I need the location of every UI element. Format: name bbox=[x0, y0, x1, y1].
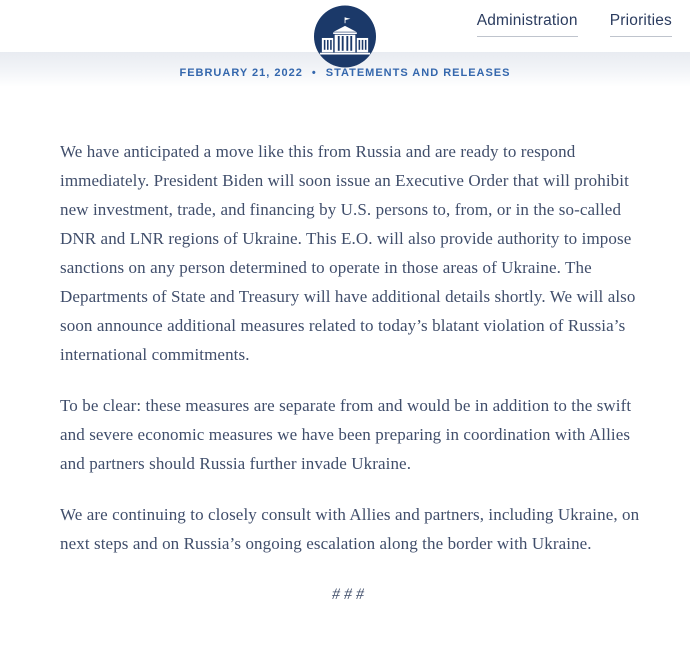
separator-dot: • bbox=[311, 67, 317, 79]
article-paragraph: To be clear: these measures are separate from and would be in addition to the swift and severe economic measures we have been preparing in coordination with Allies and partners should Russia further invade Ukraine. bbox=[60, 396, 632, 473]
end-mark: ### bbox=[332, 586, 368, 603]
article-meta bbox=[0, 67, 690, 79]
statement-body bbox=[60, 137, 640, 609]
article-paragraph: We have anticipated a move like this from Russia and are ready to respond immediately. President Biden will soon issue an Executive Order that will prohibit new investment, trade, and financing by U.S. persons to, from, or in the so-called DNR and LNR regions of Ukraine. This E.O. will also provide authority to impose sanctions on any person determined to operate in those areas of Ukraine. The Departments of State and Treasury will have additional details shortly. We will also soon announce additional measures related to today’s blatant violation of Russia’s international commitments. bbox=[60, 142, 636, 364]
nav-link-priorities[interactable]: Priorities bbox=[610, 12, 672, 37]
article-paragraph: We are continuing to closely consult with Allies and partners, including Ukraine, on next steps and on Russia’s ongoing escalation along the border with Ukraine. bbox=[60, 505, 640, 553]
white-house-icon bbox=[314, 5, 377, 68]
header-nav bbox=[477, 12, 672, 37]
nav-link-administration[interactable]: Administration bbox=[477, 12, 578, 37]
category-link[interactable]: STATEMENTS AND RELEASES bbox=[325, 67, 511, 79]
article-date: FEBRUARY 21, 2022 bbox=[179, 67, 303, 79]
white-house-logo[interactable] bbox=[314, 5, 377, 68]
